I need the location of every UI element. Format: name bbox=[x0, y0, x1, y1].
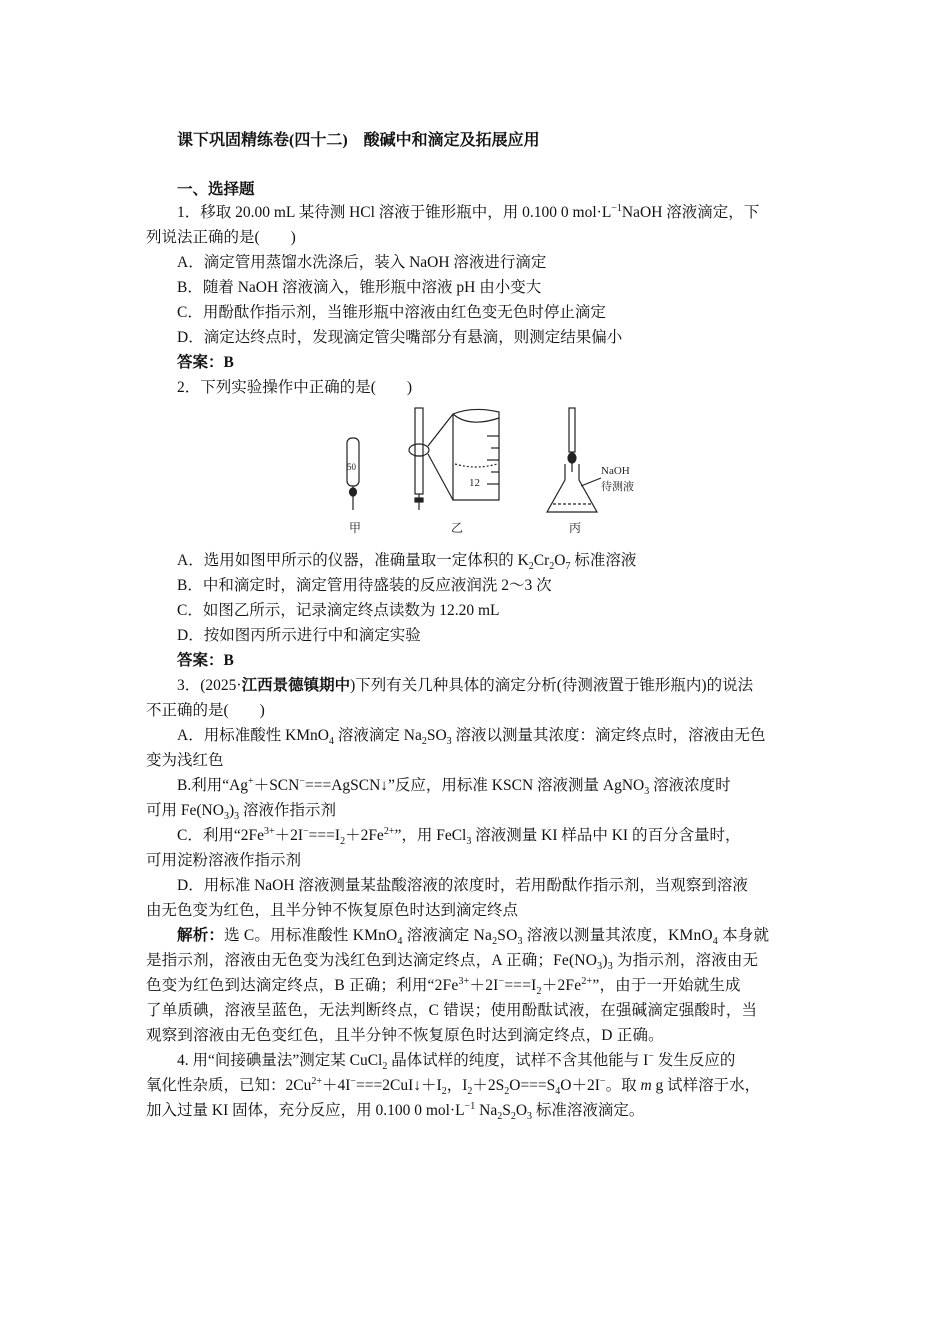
q3-option-a-line1: A．用标准酸性 KMnO$_4$ 溶液滴定 $Na_2SO_3$ 溶液以测量其浓度：滴定终点时，溶液由无色 bbox=[177, 727, 766, 748]
q1-stem-line2: 列说法正确的是( ) bbox=[146, 229, 296, 246]
q3-explanation-line1: 解析：选 C。用标准酸性 KMnO$_4$ 溶液滴定 $Na_2SO_3$ 溶液以测量其浓度，KMnO$_4$ 本身就 bbox=[177, 927, 770, 948]
naoh-label: NaOH bbox=[601, 465, 630, 477]
label-yi: 乙 bbox=[451, 521, 464, 535]
q1-option-a: A．滴定管用蒸馏水洗涤后，装入 NaOH 溶液进行滴定 bbox=[177, 254, 547, 271]
q3-option-b-line2: 可用 $Fe(NO_3)_3$ 溶液作指示剂 bbox=[146, 802, 336, 823]
titration-setup-bing bbox=[547, 408, 601, 512]
q1-answer: 答案：B bbox=[177, 354, 234, 371]
q3-option-d-line1: D．用标准 NaOH 溶液测量某盐酸溶液的浓度时，若用酚酞作指示剂，当观察到溶液 bbox=[177, 877, 748, 894]
analyte-label: 待测液 bbox=[601, 481, 634, 493]
q3-option-d-line2: 由无色变为红色，且半分钟不恢复原色时达到滴定终点 bbox=[146, 902, 519, 919]
q3-stem-line2: 不正确的是( ) bbox=[146, 702, 265, 719]
q3-explanation-line2: 是指示剂，溶液由无色变为浅红色到达滴定终点，A 正确；$Fe(NO_3)_3$ 为指示剂，溶液由无 bbox=[146, 952, 759, 973]
q3-source: 江西景德镇期中 bbox=[241, 677, 351, 694]
q1-stem-line1: 1．移取 20.00 mL 某待测 HCl 溶液于锥形瓶中，用 0.100 0 $mol\cdot L^{-1}NaOH$ 溶液滴定，下 bbox=[177, 202, 760, 221]
q2-option-a: A．选用如图甲所示的仪器，准确量取一定体积的 $K_2Cr_2O_7$ 标准溶液 bbox=[177, 552, 637, 573]
q1-option-c: C．用酚酞作指示剂，当锥形瓶中溶液由红色变无色时停止滴定 bbox=[177, 304, 606, 321]
q3-option-c-line2: 可用淀粉溶液作指示剂 bbox=[146, 852, 302, 869]
q2-option-b: B．中和滴定时，滴定管用待盛装的反应液润洗 2～3 次 bbox=[177, 577, 552, 594]
label-jia: 甲 bbox=[349, 521, 362, 535]
explanation-label: 解析： bbox=[177, 927, 225, 944]
q1-option-b: B．随着 NaOH 溶液滴入，锥形瓶中溶液 pH 由小变大 bbox=[177, 279, 542, 296]
q4-line3: 加入过量 KI 固体，充分反应，用 0.100 0 $mol\cdot L^{-1}$ $Na_2S_2O_3$ 标准溶液滴定。 bbox=[146, 1100, 645, 1123]
burette-yi bbox=[409, 408, 499, 510]
q3-option-c-line1: C．利用“$2Fe^{3+}+2I^-===I_2+2Fe^{2+}$”，用 FeCl$_3$ 溶液测量 KI 样品中 KI 的百分含量时， bbox=[177, 825, 741, 848]
burette-jia bbox=[347, 438, 359, 510]
q3-option-b-line1: B.利用“Ag+＋SCN−===AgSCN↓”反应，用标准 KSCN 溶液测量 AgNO$_3$ 溶液浓度时 bbox=[177, 775, 731, 798]
q3-option-a-line2: 变为浅红色 bbox=[146, 752, 224, 769]
q2-stem: 2．下列实验操作中正确的是( ) bbox=[177, 379, 413, 396]
q2-option-d: D．按如图丙所示进行中和滴定实验 bbox=[177, 627, 421, 644]
q2-answer: 答案：B bbox=[177, 652, 234, 669]
q1-option-d: D．滴定达终点时，发现滴定管尖嘴部分有悬滴，则测定结果偏小 bbox=[177, 329, 623, 346]
q3-stem-line1: 3．(2025·江西景德镇期中)下列有关几种具体的滴定分析(待测液置于锥形瓶内)的说法 bbox=[177, 677, 754, 694]
q3-explanation-line3: 色变为红色到达滴定终点，B 正确；利用“$2Fe^{3+}+2I^-===I_2+2Fe^{2+}$”，由于一开始就生成 bbox=[146, 975, 741, 998]
q2-option-c: C．如图乙所示，记录滴定终点读数为 12.20 mL bbox=[177, 602, 500, 619]
titration-apparatus-figure bbox=[335, 404, 655, 544]
page-title: 课下巩固精练卷(四十二) 酸碱中和滴定及拓展应用 bbox=[177, 132, 540, 149]
q4-line2: 氧化性杂质，已知：$2Cu^{2+}+4I^-===2CuI↓+I_2$，$I_2+2S_2O===S_4O+2I^-$。取 m g 试样溶于水， bbox=[146, 1075, 761, 1098]
section-heading: 一、选择题 bbox=[177, 181, 255, 198]
burette-scale-mark: 50 bbox=[347, 462, 356, 472]
burette-reading: 12 bbox=[469, 477, 480, 489]
label-bing: 丙 bbox=[569, 521, 582, 535]
q3-explanation-line5: 观察到溶液由无色变红色，且半分钟不恢复原色时达到滴定终点，D 正确。 bbox=[146, 1027, 664, 1044]
q4-line1: 4. 用“间接碘量法”测定某 CuCl$_2$ 晶体试样的纯度，试样不含其他能与 I− 发生反应的 bbox=[177, 1050, 736, 1073]
q3-explanation-line4: 了单质碘，溶液呈蓝色，无法判断终点，C 错误；使用酚酞试液，在强碱滴定强酸时，当 bbox=[146, 1002, 758, 1019]
